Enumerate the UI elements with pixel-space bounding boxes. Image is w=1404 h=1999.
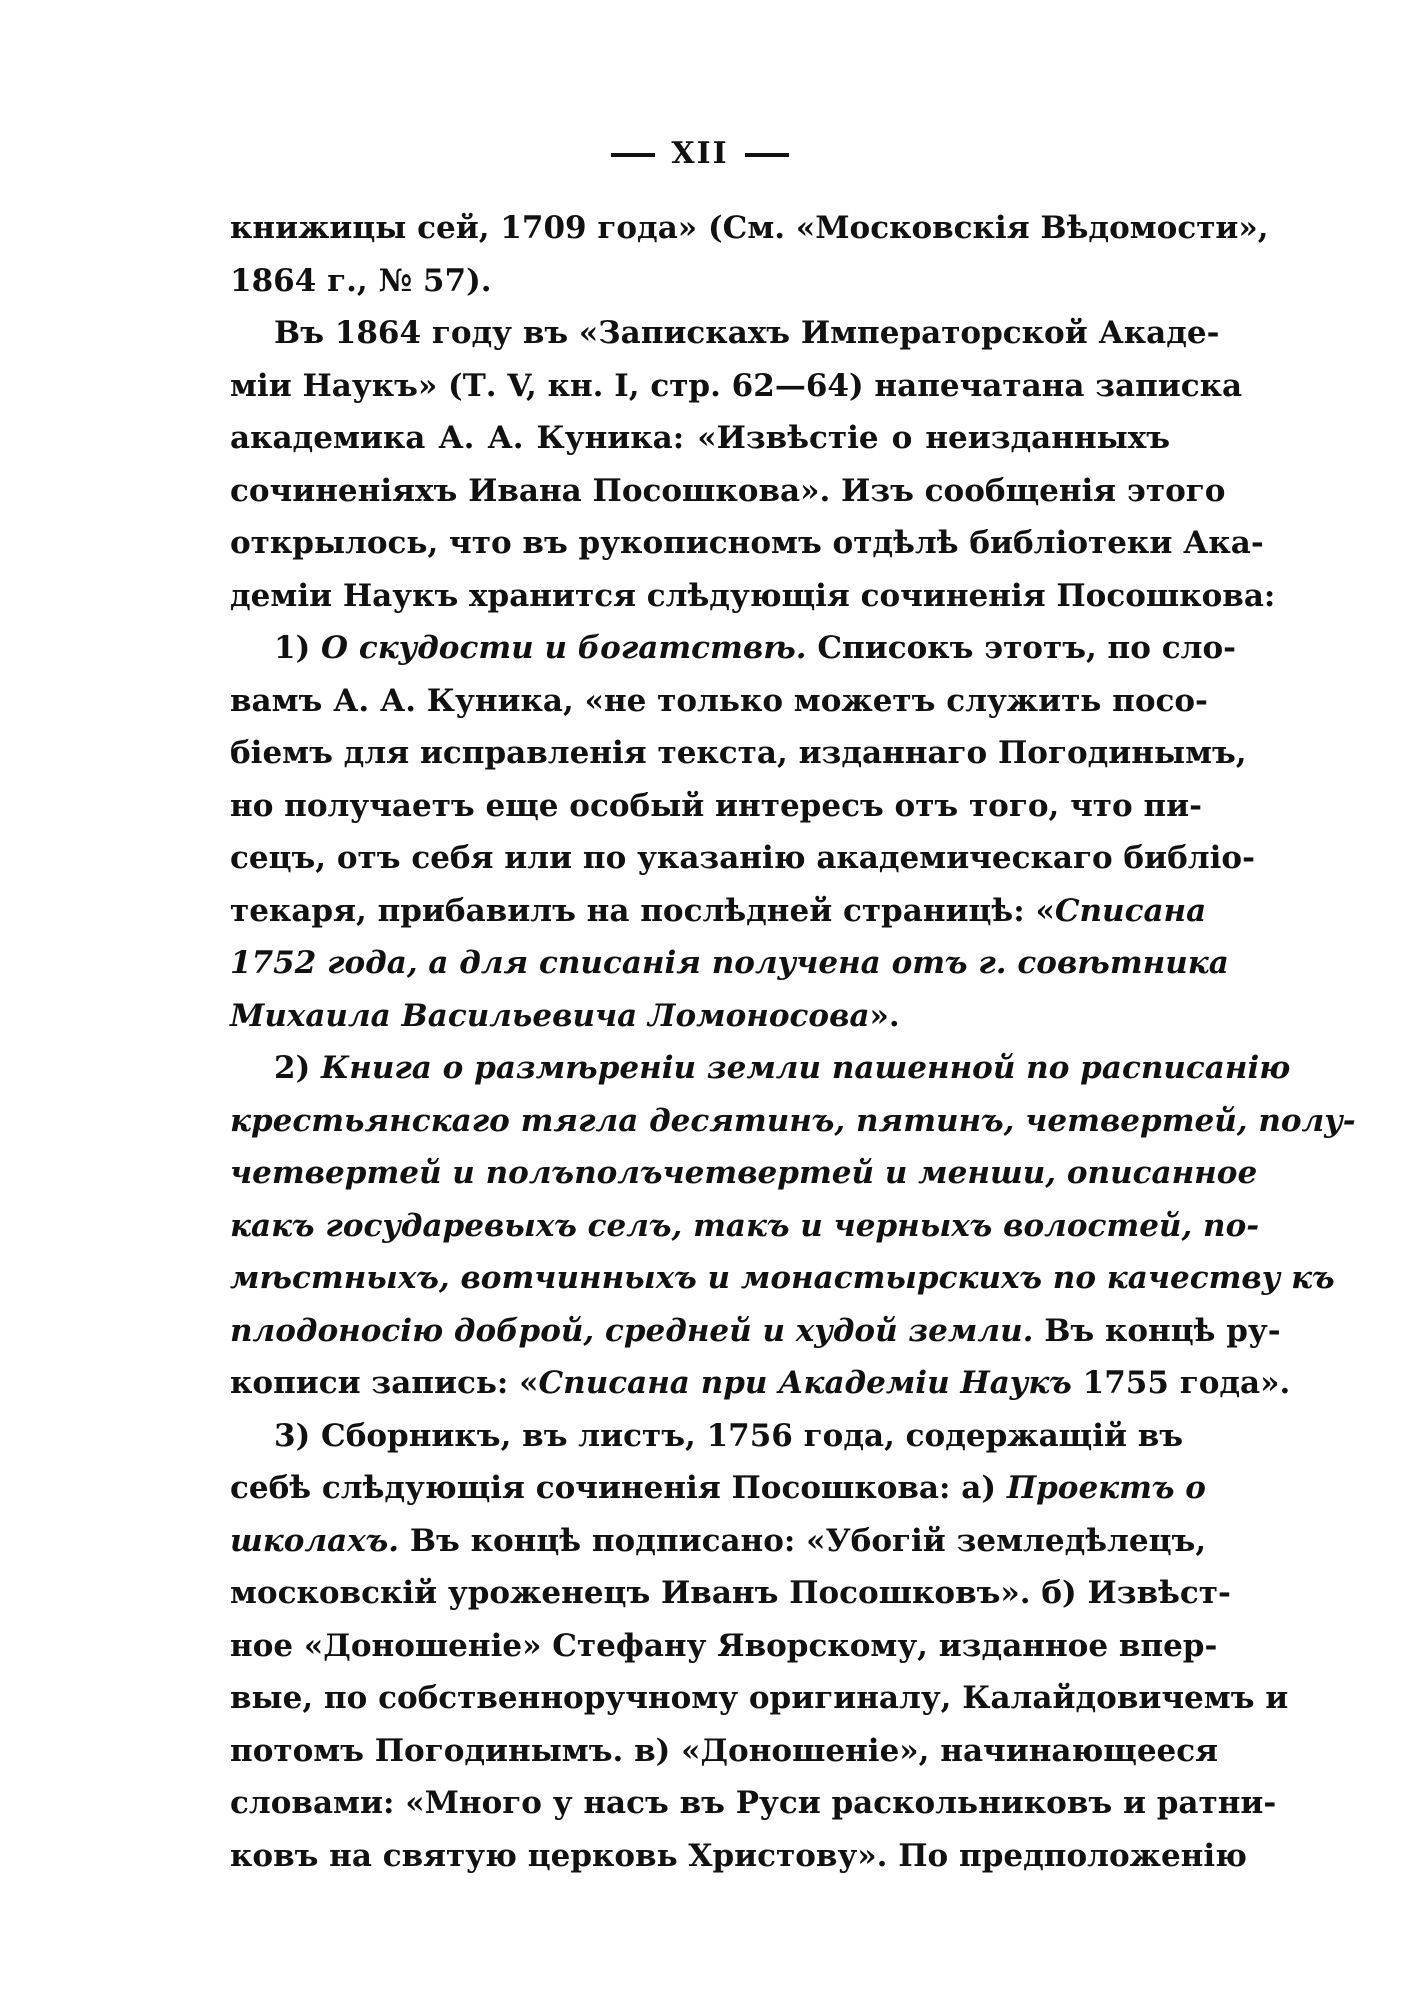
text-segment: книжицы сей, 1709 года» (См. «Московскія Вѣдомости», [230,210,1269,246]
text-segment: 1864 г., № 57). [230,262,492,299]
italic-text: школахъ. [230,1522,400,1559]
italic-text: Михаила Васильевича Ломоносова [230,997,870,1034]
text-segment: текаря, прибавилъ на послѣдней страницѣ: « [230,892,1055,929]
text-segment: сецъ, отъ себя или по указанію академическаго библіо- [230,840,1255,876]
text-line [230,780,1203,833]
text-segment: кописи запись: « [230,1365,539,1401]
text-line [230,1672,1289,1725]
text-segment: ». [869,997,900,1034]
text-segment: но получаетъ еще особый интересъ отъ того, что пи- [230,787,1203,824]
text-line [230,1515,1207,1568]
text-line [230,727,1247,780]
text-line [230,307,1220,360]
page-header [230,130,1170,178]
text-line [230,1252,1335,1305]
text-line [230,517,1264,570]
italic-text: четвертей и полъполъчетвертей и менши, описанное [230,1155,1258,1191]
text-line [230,1147,1258,1200]
text-segment: вамъ А. А. Куника, «не только можетъ служить посо- [230,682,1208,719]
text-line [230,1725,1219,1778]
header-dash-left [611,153,655,157]
italic-text: плодоносію доброй, средней и худой земли. [230,1312,1034,1349]
book-page [230,130,1356,1882]
text-segment: Списокъ этотъ, по сло- [806,630,1236,666]
text-segment: 3) Сборникъ, въ листъ, 1756 года, содержащій въ [274,1417,1184,1454]
text-line [230,1830,1247,1883]
italic-text: 1752 года, а для списанія получена отъ г. совѣтника [230,945,1229,981]
text-line [230,570,1276,623]
text-line [230,1305,1281,1358]
italic-text: какъ государевыхъ селъ, такъ и черныхъ волостей, по- [230,1207,1260,1244]
header-dash-right [745,153,789,157]
text-line [230,1095,1356,1148]
text-line [230,1777,1277,1830]
text-segment: біемъ для исправленія текста, изданнаго Погодинымъ, [230,735,1247,771]
text-segment: 1755 года». [1071,1365,1291,1401]
text-line [230,1410,1184,1463]
text-line [230,675,1208,728]
text-segment: московскій уроженецъ Иванъ Посошковъ». б) Извѣст- [230,1575,1231,1611]
text-segment: открылось, что въ рукописномъ отдѣлѣ библіотеки Ака- [230,525,1264,561]
text-segment: академика А. А. Куника: «Извѣстіе о неизданныхъ [230,420,1170,456]
text-line [230,1200,1260,1253]
italic-text: Списана при Академіи Наукъ [538,1365,1072,1401]
italic-text: О скудости и богатствѣ. [321,630,807,666]
text-line [230,622,1236,675]
text-segment: вые, по собственноручному оригиналу, Калайдовичемъ и [230,1680,1289,1716]
text-segment: деміи Наукъ хранится слѣдующія сочиненія Посошкова: [230,577,1276,614]
italic-text: Проектъ о [1006,1470,1206,1506]
text-line [230,990,1170,1043]
text-segment: міи Наукъ» (Т. V, кн. I, стр. 62—64) напечатана записка [230,367,1243,404]
text-line [230,202,1269,255]
text-segment: Въ концѣ подписано: «Убогій земледѣлецъ, [399,1522,1207,1559]
text-segment: Въ 1864 году въ «Запискахъ Императорской Акаде- [274,315,1220,351]
text-line [230,1462,1206,1515]
page-number: XII [671,136,729,171]
text-line [230,360,1243,413]
italic-text: Книга о размѣреніи земли пашенной по расписанію [321,1050,1291,1086]
text-segment: потомъ Погодинымъ. в) «Доношеніе», начинающееся [230,1732,1219,1769]
text-segment: 2) [274,1050,322,1086]
body-text [230,202,1356,1882]
text-segment: ковъ на святую церковь Христову». По предположенію [230,1837,1247,1874]
text-line [230,1620,1218,1673]
italic-text: крестьянскаго тягла десятинъ, пятинъ, четвертей, полу- [230,1102,1356,1139]
text-line [230,832,1255,885]
text-segment: себѣ слѣдующія сочиненія Посошкова: а) [230,1470,1007,1506]
text-line [230,255,1170,308]
italic-text: Списана [1054,892,1207,929]
text-segment: Въ концѣ ру- [1033,1312,1281,1349]
text-segment: сочиненіяхъ Ивана Посошкова». Изъ сообщенія этого [230,472,1226,509]
text-line [230,1357,1291,1410]
text-line [230,937,1229,990]
text-segment: 1) [274,630,322,666]
text-line [230,1567,1231,1620]
text-line [230,412,1170,465]
italic-text: мѣстныхъ, вотчинныхъ и монастырскихъ по качеству къ [230,1260,1335,1296]
text-line [230,1042,1291,1095]
text-line [230,465,1226,518]
text-segment: ное «Доношеніе» Стефану Яворскому, изданное впер- [230,1627,1218,1664]
text-segment: словами: «Много у насъ въ Руси раскольниковъ и ратни- [230,1785,1277,1821]
text-line [230,885,1207,938]
